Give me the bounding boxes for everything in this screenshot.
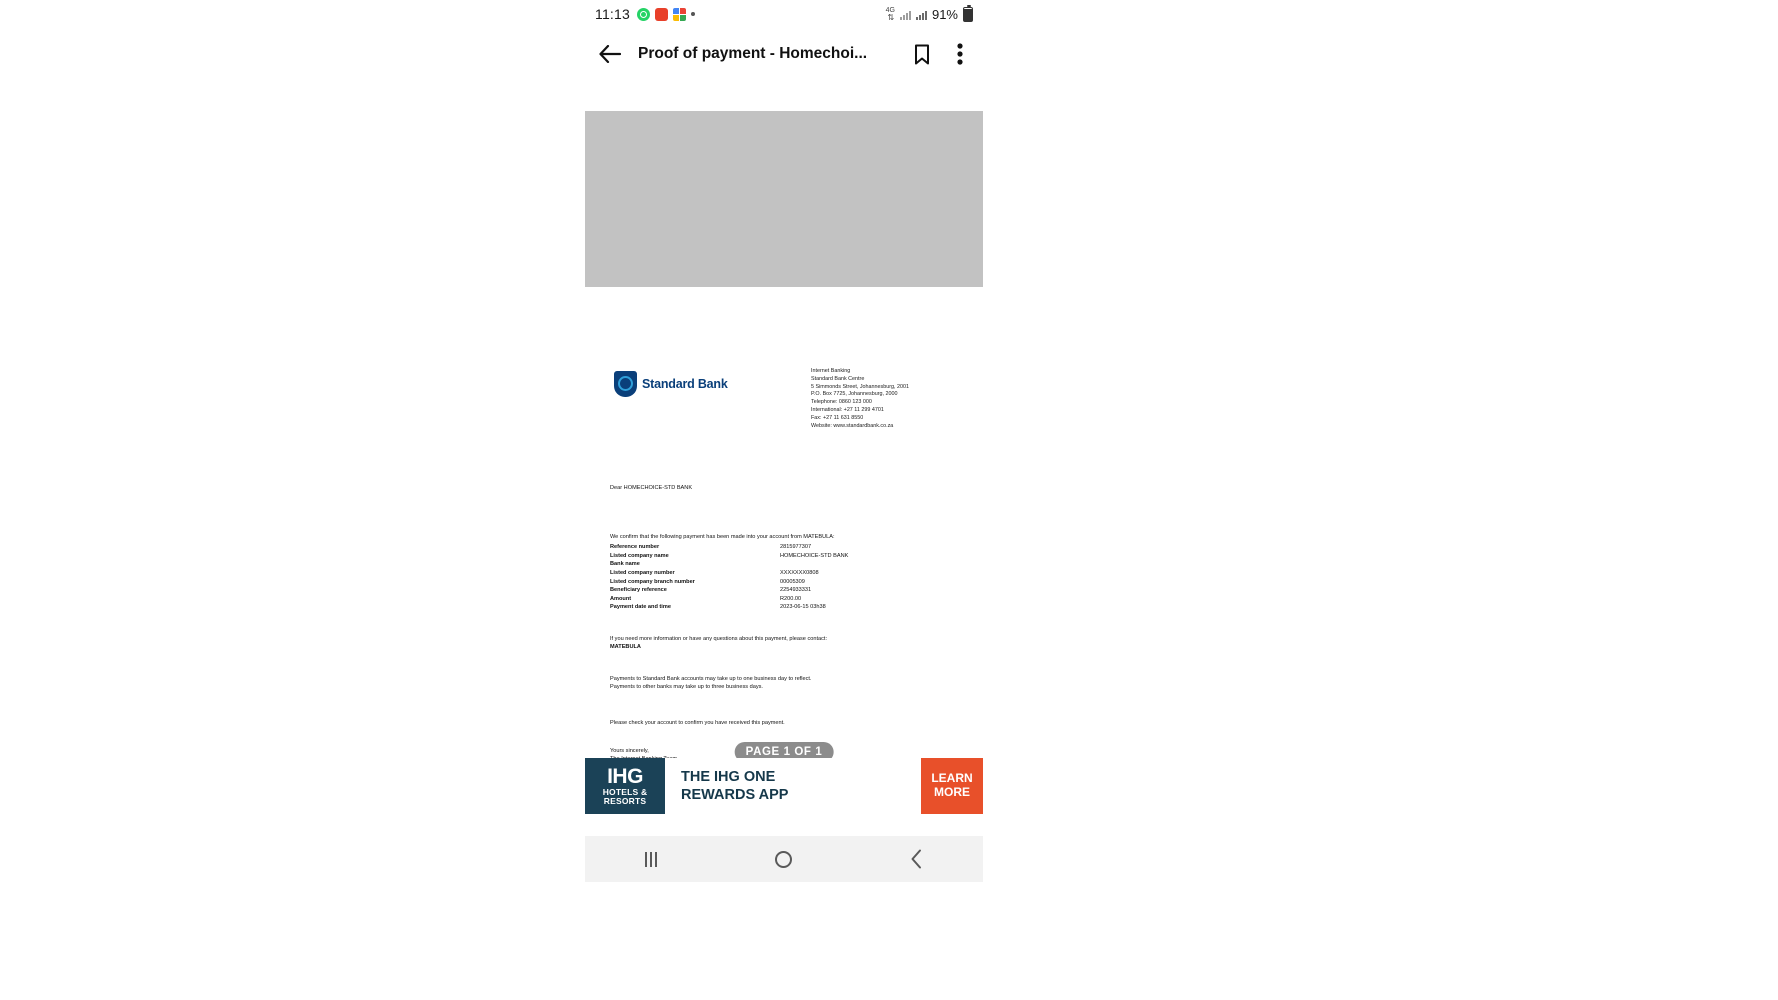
field-label: Payment date and time — [610, 604, 671, 611]
field-label: Listed company name — [610, 552, 669, 559]
delay-notes — [610, 675, 812, 692]
table-row — [610, 569, 940, 578]
recents-icon — [645, 852, 657, 867]
back-arrow-icon — [599, 45, 621, 63]
field-label: Reference number — [610, 544, 660, 551]
signoff-line-1: Yours sincerely, — [610, 748, 649, 754]
whatsapp-icon — [637, 8, 650, 21]
bank-header — [585, 287, 983, 429]
table-row — [610, 586, 940, 595]
table-row — [610, 552, 940, 561]
ad-brand-sub-2: RESORTS — [603, 796, 647, 807]
home-icon — [775, 851, 792, 868]
address-line: 5 Simmonds Street, Johannesburg, 2001 — [811, 383, 909, 390]
ad-learn-more-button[interactable] — [921, 758, 983, 814]
red-app-icon — [655, 8, 668, 21]
field-label: Bank name — [610, 561, 640, 568]
field-value: 00005309 — [780, 578, 805, 585]
system-navigation-bar — [585, 836, 983, 882]
battery-percent: 91% — [931, 6, 958, 22]
field-label: Beneficiary reference — [610, 587, 667, 594]
contact-block — [610, 635, 827, 652]
ad-cta-line-1: LEARN — [931, 771, 973, 786]
address-line: Standard Bank Centre — [811, 375, 865, 382]
bookmark-button[interactable] — [909, 41, 935, 67]
status-time: 11:13 — [595, 6, 630, 22]
field-value — [780, 560, 940, 569]
page-title: Proof of payment - Homechoi... — [638, 45, 868, 62]
standard-bank-logo — [614, 371, 728, 397]
ad-copy-block — [665, 758, 921, 814]
app-bar — [585, 28, 983, 80]
system-back-button[interactable] — [893, 836, 941, 882]
phone-screen — [585, 0, 983, 1000]
app-bar-actions — [909, 41, 973, 67]
more-vertical-icon — [957, 43, 963, 65]
intro-paragraph: We confirm that the following payment has been made into your account from MATEBULA: — [610, 534, 835, 540]
field-label: Amount — [610, 595, 632, 602]
bookmark-icon — [914, 44, 930, 65]
field-value: HOMECHOICE-STD BANK — [780, 552, 849, 559]
battery-icon — [963, 7, 973, 22]
bank-logo-text: Standard Bank — [642, 377, 728, 391]
address-line: P.O. Box 7725, Johannesburg, 2000 — [811, 391, 898, 398]
ad-cta-line-2: MORE — [934, 785, 970, 799]
check-note: Please check your account to confirm you have received this payment. — [610, 720, 785, 726]
ad-brand-block — [585, 758, 665, 814]
home-button[interactable] — [760, 836, 808, 882]
field-value: R200.00 — [780, 595, 802, 602]
google-photos-icon — [673, 8, 686, 21]
table-row — [610, 560, 940, 569]
field-label: Listed company branch number — [610, 578, 695, 585]
field-value: 2254933331 — [780, 587, 812, 594]
document-header-placeholder — [585, 111, 983, 287]
address-line: Internet Banking — [811, 368, 851, 374]
chevron-left-icon — [910, 849, 923, 869]
ad-headline-2: REWARDS APP — [681, 787, 789, 803]
signal-bars-icon-1 — [900, 9, 911, 20]
signal-bars-icon-2 — [916, 9, 927, 20]
network-type-icon — [886, 7, 895, 22]
document-viewer[interactable] — [585, 80, 983, 770]
bottom-spacer — [585, 882, 983, 1000]
data-arrows-icon: ⇅ — [887, 12, 894, 22]
table-row — [610, 595, 940, 604]
bank-address — [811, 368, 909, 431]
address-line: Telephone: 0860 123 000 — [811, 399, 872, 406]
contact-note: If you need more information or have any questions about this payment, please contact: — [610, 636, 828, 642]
overflow-menu-button[interactable] — [947, 41, 973, 67]
ad-banner[interactable] — [585, 758, 983, 814]
status-bar — [585, 0, 983, 28]
delay-note-2: Payments to other banks may take up to three business days. — [610, 684, 763, 691]
table-row — [610, 577, 940, 586]
back-button[interactable] — [595, 39, 625, 69]
address-line: Fax: +27 11 631 8550 — [811, 414, 864, 421]
network-label: 4G — [885, 6, 895, 14]
shield-icon — [614, 371, 637, 397]
field-value: 2023-06-15 03h38 — [780, 604, 826, 611]
table-row — [610, 603, 940, 612]
page-indicator-badge: PAGE 1 OF 1 — [735, 742, 834, 762]
status-notification-icons — [637, 8, 695, 21]
address-line: International: +27 11 299 4701 — [811, 407, 884, 414]
ad-brand-sub-1: HOTELS & — [602, 787, 648, 798]
table-row — [610, 543, 940, 552]
field-value: XXXXXXX0808 — [780, 570, 819, 577]
salutation: Dear HOMECHOICE-STD BANK — [610, 485, 693, 491]
address-line: Website: www.standardbank.co.za — [811, 422, 894, 429]
recents-button[interactable] — [627, 836, 675, 882]
field-value: 2815977307 — [780, 544, 812, 551]
payment-details-table — [610, 543, 940, 612]
ad-brand-name: IHG — [607, 765, 643, 789]
field-label: Listed company number — [610, 570, 675, 577]
contact-name: MATEBULA — [610, 644, 641, 651]
ad-headline-1: THE IHG ONE — [681, 768, 776, 785]
delay-note-1: Payments to Standard Bank accounts may take up to one business day to reflect. — [610, 676, 812, 682]
status-system-icons — [886, 7, 973, 22]
dot-indicator-icon — [691, 12, 695, 16]
